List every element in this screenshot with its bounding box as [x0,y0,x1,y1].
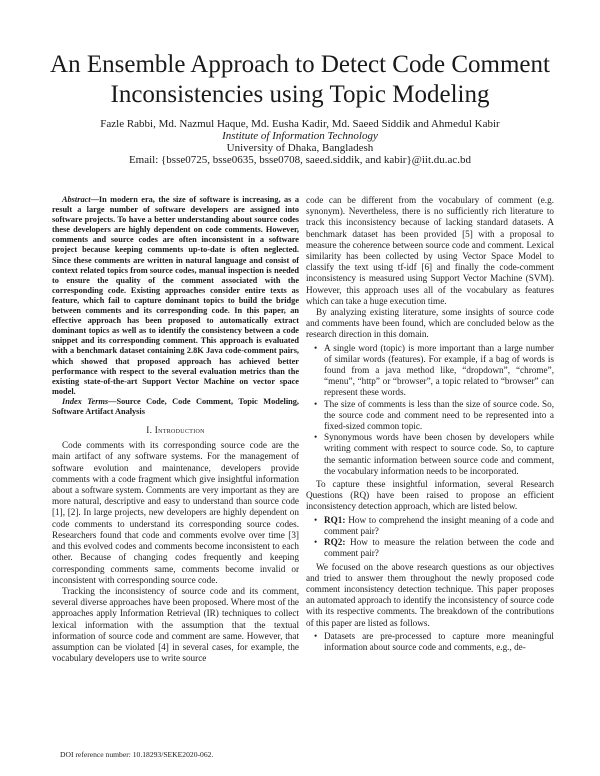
list-item [314,399,554,433]
rq-text: How to measure the relation between the code and comment pair? [324,537,554,559]
section-number: I. [146,425,155,436]
list-item [314,515,554,537]
section-title: Introduction [154,425,205,436]
insight-text: A single word (topic) is more important than a large number of similar words (features). For example, if a bag of words is found from a java method like, “dropdown”, “chrome”, “menu”, “http” or “browser”, a topic related to “browser” can represent these words. [324,342,554,398]
bullet-icon: • [314,630,318,641]
rq-label: RQ1: [324,514,346,525]
right-paragraph-2: By analyzing existing literature, some insights of source code and comments have been found, which are concluded below as the research direction in this domain. [306,307,554,340]
abstract-lead: Abstract [62,195,91,204]
list-item [314,432,554,477]
bullet-icon: • [314,398,318,409]
left-column [52,195,299,664]
title-line-1: An Ensemble Approach to Detect Code Comment [50,51,550,78]
research-questions-list [306,515,554,560]
right-paragraph-1: code can be different from the vocabulary of comment (e.g. synonym). Nevertheless, there is no sufficiently rich literature to track this inconsistency because of lacking standard datasets. A benchmark dataset has been provided [5] with a proposal to measure the coherence between source code and comment. Lexical similarity has been collected by using Vector Space Model to classify the text using tf-idf [6] and finally the code-comment inconsistency is measured using Support Vector Machine (SVM). However, this approach uses all of the vocabulary as features which can take a huge execution time. [306,195,554,306]
paper-title [40,50,560,110]
right-column [306,195,554,655]
index-terms [52,397,299,417]
intro-paragraph-2: Tracking the inconsistency of source code and its comment, several diverse approaches have been proposed. Where most of the approaches apply Information Retrieval (IR) techniques to collect lexical information with the assumption that the textual information of source code and comment are same. However, that assumption can be violated [4] in several cases, for example, the vocabulary developers use to write source [52,585,299,664]
right-paragraph-3: To capture these insightful information, several Research Questions (RQ) have been raised to propose an efficient inconsistency detection approach, which are listed below. [306,479,554,512]
affiliation-institute: Institute of Information Technology [222,130,378,142]
rq-text: How to comprehend the insight meaning of a code and comment pair? [324,514,554,536]
bullet-icon: • [314,342,318,353]
bullet-icon: • [314,514,318,525]
rq-label: RQ2: [324,537,346,548]
index-terms-lead: Index Terms [62,396,109,406]
insight-text: Synonymous words have been chosen by developers while writing comment with respect to source code. So, to capture the semantic information between source code and comment, the vocabulary information needs to be incorporated. [324,432,554,476]
doi-footnote: DOI reference number: 10.18293/SEKE2020-062. [60,750,214,759]
author-email: Email: {bsse0725, bsse0635, bsse0708, saeed.siddik, and kabir}@iit.du.ac.bd [128,154,472,166]
abstract [52,195,299,397]
author-block [40,118,560,166]
list-item [314,631,554,653]
affiliation-university: University of Dhaka, Bangladesh [226,142,374,154]
section-heading-introduction [52,425,299,436]
abstract-text: —In modern era, the size of software is increasing, as a result a large number of software developers are assigned into software projects. To have a better understanding about source codes these developers are highly dependent on code comments. However, comments and source codes are often inconsistent in a software project because keeping comments up-to-date is often neglected. Since these comments are written in natural language and consist of context related topics from source codes, manual inspection is needed to ensure the quality of the comment associated with the corresponding code. Existing approaches consider entire texts as feature, which fail to capture dominant topics to build the bridge between comments and its corresponding code. In this paper, an effective approach has been proposed to automatically extract dominant topics as well as to identify the consistency between a code snippet and its corresponding comment. This approach is evaluated with a benchmark dataset containing 2.8K Java code-comment pairs, which showed that proposed approach has achieved better performance with respect to the several evaluation metrics than the existing state-of-the-art Support Vector Machine on vector space model. [52,195,299,396]
list-item [314,343,554,399]
title-line-2: Inconsistencies using Topic Modeling [110,81,490,108]
contribution-text: Datasets are pre-processed to capture more meaningful information about source code and comments, e.g., de- [324,630,554,652]
intro-paragraph-1: Code comments with its corresponding source code are the main artifact of any software systems. For the management of software evolution and maintenance, developers provide comments with a code fragment which give insightful information about a software system. Comments are very important as they are more natural, descriptive and easy to understand than source code [1], [2]. In large projects, new developers are highly dependent on code comments to understand its corresponding source codes. Researchers found that code and comments evolve over time [3] and this evolved codes and comments become inconsistent to each other. Because of changing codes frequently and keeping corresponding comments same, comments become invalid or inconsistent with corresponding source code. [52,440,299,585]
contributions-list [306,631,554,653]
bullet-icon: • [314,537,318,548]
insights-list [306,343,554,477]
author-names: Fazle Rabbi, Md. Nazmul Haque, Md. Eusha Kadir, Md. Saeed Siddik and Ahmedul Kabir [100,118,500,130]
insight-text: The size of comments is less than the size of source code. So, the source code and comment need to be represented into a fixed-sized common topic. [324,398,554,432]
list-item [314,537,554,559]
bullet-icon: • [314,432,318,443]
index-terms-text: —Source Code, Code Comment, Topic Modeling, Software Artifact Analysis [52,396,299,416]
right-paragraph-4: We focused on the above research questions as our objectives and tried to answer them throughout the newly proposed code comment inconsistency detection technique. This paper proposes an automated approach to identify the inconsistency of source code with its respective comments. The breakdown of the contributions of this paper are listed as follows. [306,561,554,628]
